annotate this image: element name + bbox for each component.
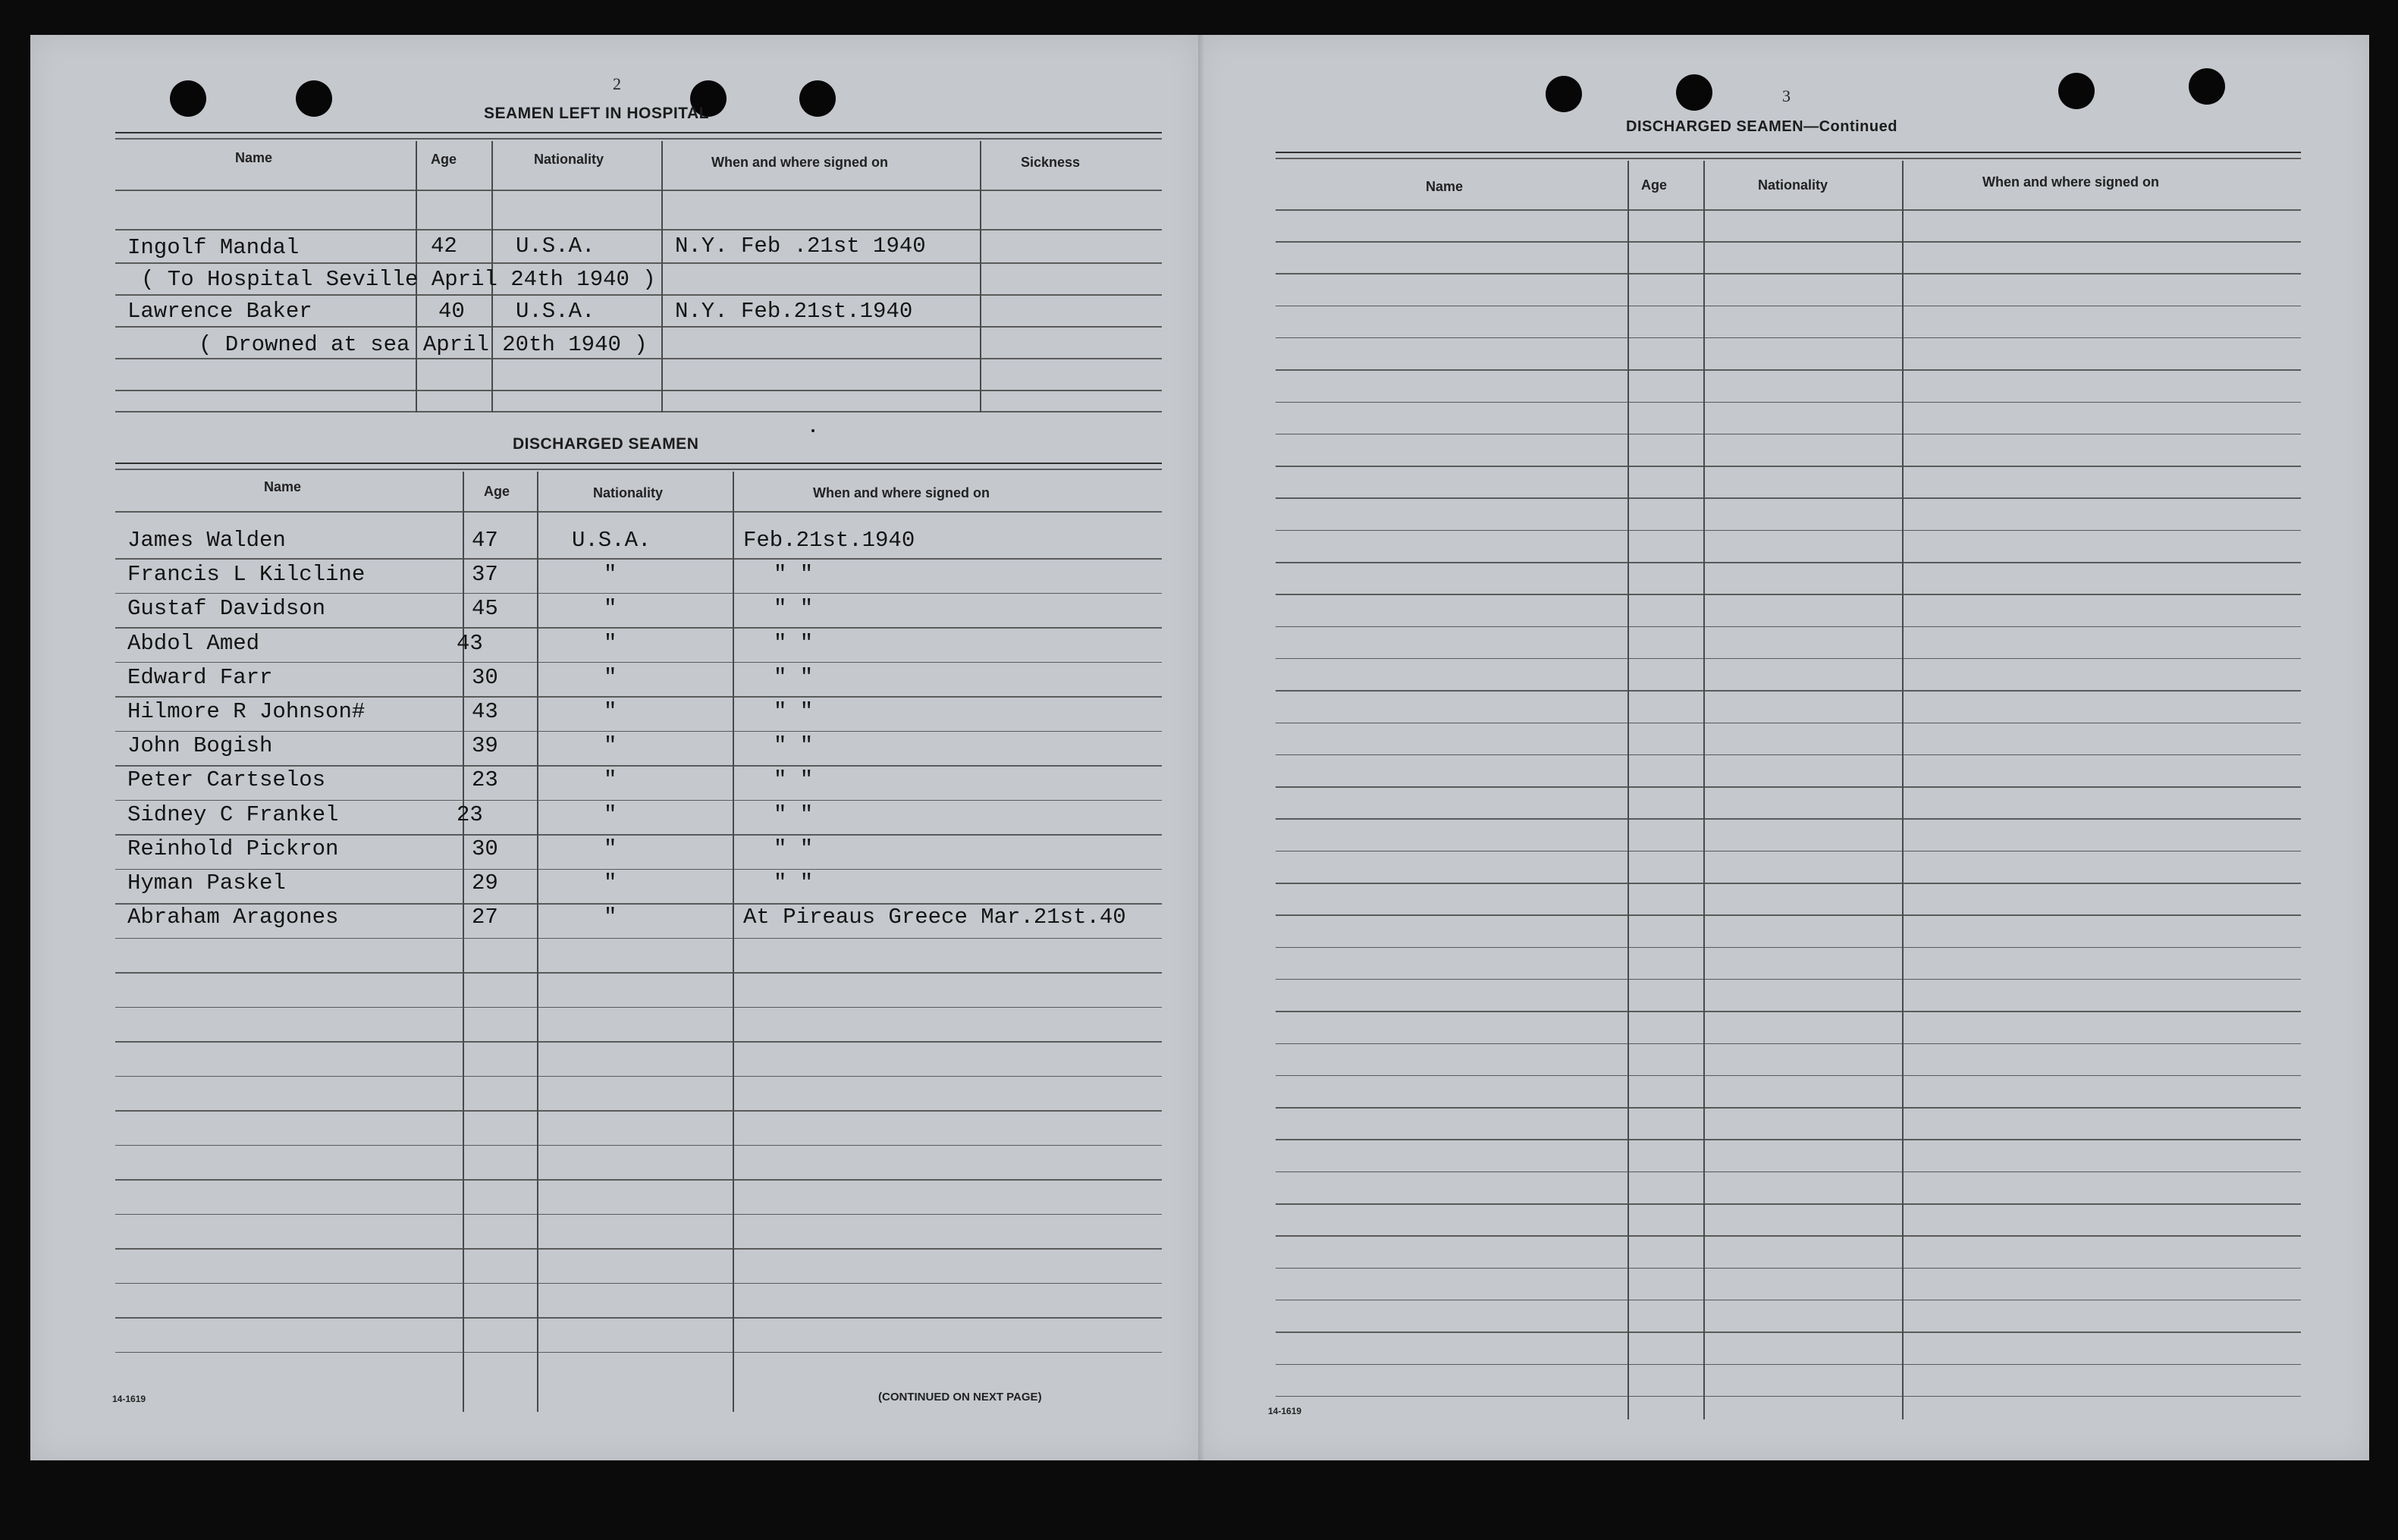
seaman-age: 45 [472,596,498,622]
seaman-signed-on: " " [774,630,814,656]
seaman-name: Hyman Paskel [127,870,286,895]
seaman-age: 37 [472,562,498,588]
right-page [1198,35,2369,1460]
col-header-sickness: Sickness [1021,155,1081,170]
seaman-signed-on: " " [774,562,814,588]
seaman-nationality: " [604,767,617,793]
hospital-note: ( Drowned at sea April 20th 1940 ) [199,332,648,357]
seaman-signed-on: " " [774,801,814,827]
seaman-nationality: " [604,801,617,827]
seaman-nationality: " [604,562,617,588]
col-header-age: Age [431,152,457,167]
hospital-nationality: U.S.A. [516,299,595,324]
seaman-nationality: " [604,664,617,690]
seaman-nationality: " [604,870,617,895]
punch-hole [170,80,206,117]
seaman-name: Abraham Aragones [127,905,339,930]
hospital-age: 42 [431,234,457,259]
seaman-name: Hilmore R Johnson# [127,699,366,724]
seaman-signed-on: " " [774,767,814,793]
col-header-name: Name [1426,179,1464,194]
seaman-signed-on: " " [774,596,814,622]
hospital-name: Ingolf Mandal [127,235,300,260]
seaman-name: John Bogish [127,733,273,759]
seaman-age: 23 [457,801,483,827]
left-page [30,35,1198,1460]
hospital-signed-on: N.Y. Feb.21st.1940 [675,299,913,324]
seaman-name: Francis L Kilcline [127,562,366,588]
seaman-signed-on: " " [774,870,814,895]
punch-hole [1546,76,1582,112]
page-number: 3 [1782,86,1791,105]
seaman-nationality: " [604,630,617,656]
seaman-nationality: " [604,836,617,861]
seaman-age: 30 [472,664,498,690]
seaman-age: 29 [472,870,498,895]
seaman-age: 47 [472,528,498,553]
hospital-signed-on: N.Y. Feb .21st 1940 [675,234,926,259]
hospital-name: Lawrence Baker [127,299,312,324]
punch-hole [1676,74,1712,111]
col-header-nationality: Nationality [593,485,664,500]
col-header-nationality: Nationality [534,152,604,167]
col-header-name: Name [235,150,273,165]
hospital-note: ( To Hospital Seville April 24th 1940 ) [141,267,656,292]
page-number: 2 [613,74,621,93]
hospital-section-title: SEAMEN LEFT IN HOSPITAL [484,105,709,122]
seaman-signed-on: At Pireaus Greece Mar.21st.40 [743,905,1126,930]
col-header-age: Age [484,484,510,499]
seaman-nationality: " [604,699,617,724]
form-code: 14-1619 [1268,1406,1302,1416]
seaman-signed-on: " " [774,836,814,861]
seaman-age: 30 [472,836,498,861]
punch-hole [799,80,836,117]
seaman-signed-on: " " [774,664,814,690]
discharged-section-title: DISCHARGED SEAMEN [513,435,699,453]
punch-hole [2189,68,2225,105]
seaman-name: James Walden [127,528,286,553]
discharged-continued-title: DISCHARGED SEAMEN—Continued [1626,118,1897,135]
seaman-age: 43 [457,630,483,656]
col-header-signed-on: When and where signed on [1982,174,2160,190]
col-header-signed-on: When and where signed on [711,155,889,170]
seaman-signed-on: " " [774,733,814,759]
seaman-signed-on: " " [774,699,814,724]
hospital-nationality: U.S.A. [516,234,595,259]
punch-hole [2058,73,2095,109]
seaman-nationality: " [604,596,617,622]
seaman-nationality: U.S.A. [572,528,651,553]
col-header-name: Name [264,479,302,494]
seaman-name: Edward Farr [127,664,273,690]
col-header-signed-on: When and where signed on [813,485,990,500]
continued-note: (CONTINUED ON NEXT PAGE) [878,1391,1042,1404]
seaman-age: 27 [472,905,498,930]
col-header-age: Age [1641,177,1668,193]
seaman-age: 39 [472,733,498,759]
form-code: 14-1619 [112,1394,146,1404]
seaman-name: Reinhold Pickron [127,836,339,861]
hospital-age: 40 [438,299,465,324]
seaman-age: 43 [472,699,498,724]
seaman-signed-on: Feb.21st.1940 [743,528,915,553]
seaman-name: Peter Cartselos [127,767,326,793]
seaman-age: 23 [472,767,498,793]
seaman-name: Gustaf Davidson [127,596,326,622]
seaman-nationality: " [604,905,617,930]
punch-hole [296,80,332,117]
seaman-nationality: " [604,733,617,759]
seaman-name: Sidney C Frankel [127,801,339,827]
col-header-nationality: Nationality [1758,177,1828,193]
seaman-name: Abdol Amed [127,630,260,656]
